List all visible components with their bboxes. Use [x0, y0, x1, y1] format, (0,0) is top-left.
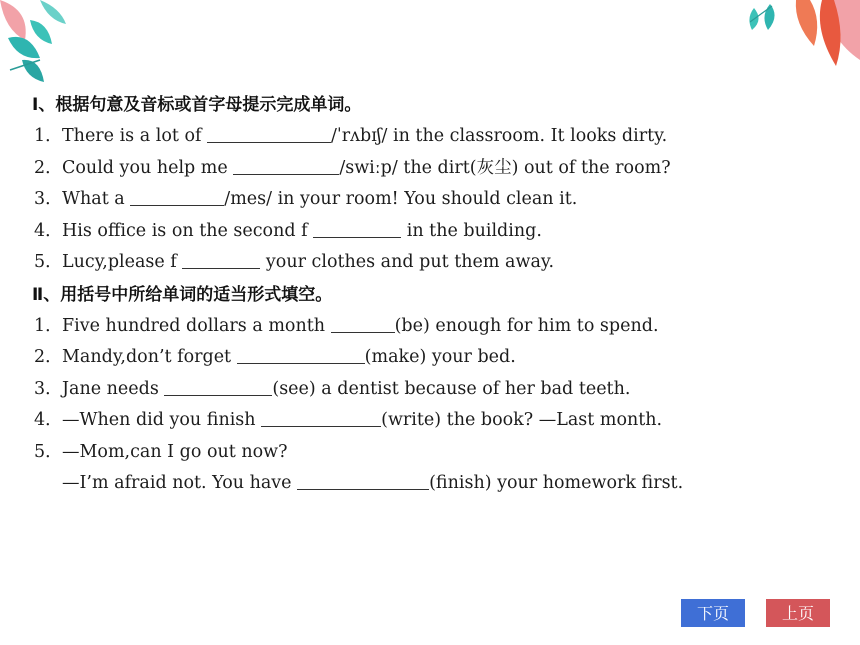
s2-question-1: 1．Five hundred dollars a month (be) enough for him to spend. [34, 315, 659, 336]
s1-question-5: 5．Lucy,please f your clothes and put them away. [34, 252, 555, 272]
exercise-content [34, 94, 834, 503]
answer-blank[interactable] [313, 221, 401, 238]
answer-blank[interactable] [233, 158, 339, 175]
s2-question-2: 2．Mandy,don’t forget (make) your bed. [34, 347, 516, 367]
s2-question-3: 3．Jane needs (see) a dentist because of her bad teeth. [34, 378, 631, 399]
answer-blank[interactable] [207, 126, 331, 143]
s1-question-4: 4．His office is on the second f in the building. [34, 220, 542, 241]
s1-question-2: 2．Could you help me /swiːp/ the dirt(灰尘) out of the room? [34, 157, 671, 178]
answer-blank[interactable] [297, 473, 429, 490]
answer-blank[interactable] [237, 347, 365, 364]
s1-question-1: 1．There is a lot of /ˈrʌbɪʃ/ in the classroom. It looks dirty. [34, 126, 668, 146]
s2-question-5: 5．—Mom,can I go out now? [34, 441, 288, 462]
s2-question-4: 4．—When did you finish (write) the book? —Last month. [34, 410, 663, 430]
leaf-decoration-left [0, 0, 90, 90]
s1-question-3: 3．What a /mes/ in your room! You should clean it. [34, 189, 578, 209]
section1-heading: Ⅰ、根据句意及音标或首字母提示完成单词。 [32, 95, 362, 115]
s2-question-5-continued: —I’m afraid not. You have (finish) your homework first. [62, 473, 684, 493]
answer-blank[interactable] [331, 316, 395, 333]
answer-blank[interactable] [182, 252, 260, 269]
answer-blank[interactable] [130, 189, 224, 206]
previous-page-button[interactable]: 上页 [766, 599, 830, 627]
next-page-button[interactable]: 下页 [681, 599, 745, 627]
answer-blank[interactable] [261, 410, 381, 427]
section2-heading: Ⅱ、用括号中所给单词的适当形式填空。 [32, 284, 333, 305]
answer-blank[interactable] [164, 379, 272, 396]
leaf-decoration-right [710, 0, 860, 90]
